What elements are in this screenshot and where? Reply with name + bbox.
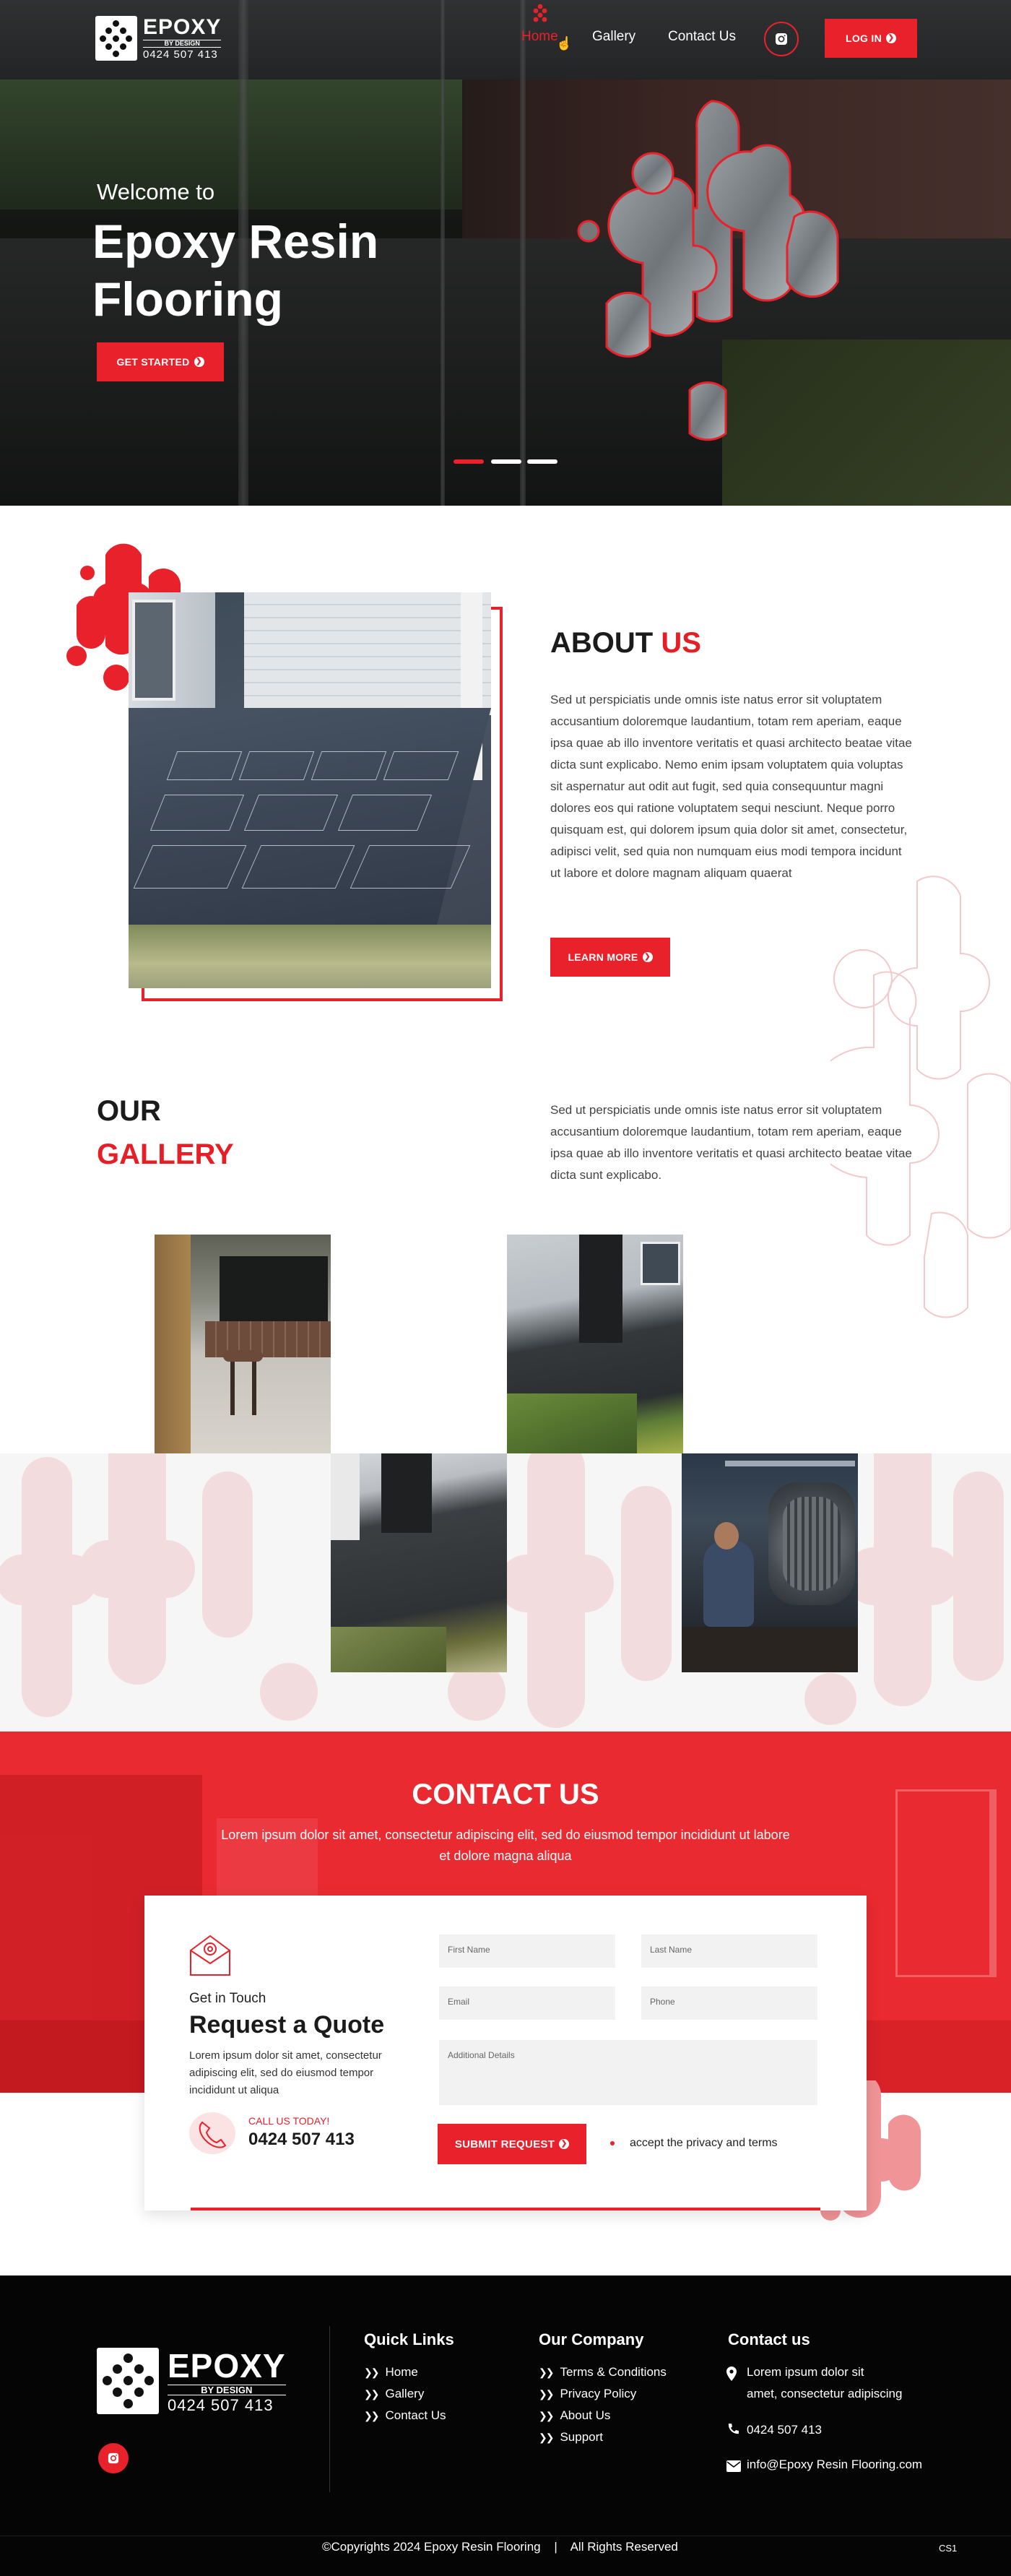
footer-logo[interactable] xyxy=(97,2348,286,2414)
login-button[interactable] xyxy=(825,19,917,58)
brand-name: EPOXY xyxy=(143,15,222,39)
brand-phone: 0424 507 413 xyxy=(143,48,218,61)
company-link-support-label: Support xyxy=(560,2430,604,2444)
quote-phone[interactable]: 0424 507 413 xyxy=(248,2130,355,2149)
company-link-support[interactable]: ❯❯ Support xyxy=(539,2430,604,2444)
envelope-at-icon xyxy=(189,1933,231,1976)
home-active-icon xyxy=(529,3,551,25)
slide-dot-2[interactable] xyxy=(491,459,521,464)
footer-instagram-button[interactable] xyxy=(98,2443,129,2473)
about-title xyxy=(550,627,701,660)
phone-icon xyxy=(189,2112,235,2154)
brand-tagline: BY DESIGN xyxy=(143,40,221,48)
about-title-a: ABOUT xyxy=(550,627,654,659)
gallery-title-b: GALLERY xyxy=(97,1138,234,1170)
company-link-about-label: About Us xyxy=(560,2408,611,2422)
hero-section xyxy=(0,0,1011,506)
phone-field[interactable]: Phone xyxy=(641,1987,817,2020)
privacy-label: accept the privacy and terms xyxy=(630,2137,778,2149)
slide-dot-3[interactable] xyxy=(527,459,557,464)
copyright: ©Copyrights 2024 Epoxy Resin Flooring xyxy=(322,2540,541,2554)
quick-links-title: Quick Links xyxy=(364,2330,454,2348)
contact-title: CONTACT US xyxy=(412,1778,599,1810)
contact-subtitle: Lorem ipsum dolor sit amet, consectetur adipiscing elit, sed do eiusmod tempor incididunt ut labore et dolore magna aliqua xyxy=(221,1828,790,1863)
arrow-right-icon: ❯ xyxy=(643,952,653,962)
get-started-label: GET STARTED xyxy=(116,356,190,368)
quote-desc: Lorem ipsum dolor sit amet, consectetur adipiscing elit, sed do eiusmod tempor incididunt ut aliqua xyxy=(189,2049,382,2096)
brand-logo[interactable] xyxy=(95,16,221,61)
phone-icon-wrap xyxy=(189,2112,235,2154)
quote-card xyxy=(144,1896,867,2210)
quick-link-home-label: Home xyxy=(385,2365,418,2379)
get-in-touch: Get in Touch xyxy=(189,1991,266,2006)
privacy-radio[interactable] xyxy=(608,2139,617,2148)
footer-brand-tagline: BY DESIGN xyxy=(168,2385,286,2395)
company-link-terms[interactable]: ❯❯ Terms & Conditions xyxy=(539,2365,667,2379)
footer-phone[interactable]: 0424 507 413 xyxy=(747,2423,822,2437)
quick-link-home[interactable]: ❯❯ Home xyxy=(364,2365,418,2379)
arrow-right-icon: ❯ xyxy=(559,2139,569,2149)
phone-icon xyxy=(726,2423,739,2436)
hero-welcome: Welcome to xyxy=(97,179,215,204)
about-body: Sed ut perspiciatis unde omnis iste natus error sit voluptatem accusantium doloremque laudantium, totam rem aperiam, eaque ipsa quae ab illo inventore veritatis et quasi architecto beatae vitae dicta sunt explicabo. Nemo enim ipsam voluptatem quia voluptas sit aspernatur aut odit aut fugit, sed quia consequuntur magni dolores eos qui ratione voluptatem sequi nesciunt. Neque porro quisquam est, qui dolorem ipsum quia dolor sit amet, consectetur, adipisci velit, sed quia non numquam eius modi tempora incidunt ut labore et dolore magnam aliquam quaerat xyxy=(550,693,912,880)
footer-brand-name: EPOXY xyxy=(168,2346,286,2385)
footer-divider xyxy=(329,2326,330,2492)
quick-link-gallery[interactable]: ❯❯ Gallery xyxy=(364,2387,425,2400)
footer-address-1: Lorem ipsum dolor sit xyxy=(747,2365,864,2379)
instagram-icon xyxy=(775,33,788,46)
logo-mark-icon xyxy=(95,16,137,61)
gallery-title-a: OUR xyxy=(97,1095,161,1127)
mail-icon xyxy=(726,2460,741,2472)
company-link-privacy-label: Privacy Policy xyxy=(560,2387,637,2400)
footer-address-2: amet, consectetur adipiscing xyxy=(747,2387,903,2400)
gallery-image-1[interactable] xyxy=(155,1235,331,1453)
gallery-body: Sed ut perspiciatis unde omnis iste natus error sit voluptatem accusantium doloremque laudantium, totam rem aperiam, eaque ipsa quae ab illo inventore veritatis et quasi architecto beatae vitae dicta sunt explicabo. xyxy=(550,1103,912,1182)
instagram-button[interactable] xyxy=(764,22,799,56)
location-pin-icon xyxy=(726,2367,737,2381)
nav-gallery[interactable]: Gallery xyxy=(592,29,636,44)
nav-home[interactable]: Home xyxy=(521,29,558,44)
details-field[interactable]: Additional Details xyxy=(439,2040,817,2105)
company-title: Our Company xyxy=(539,2330,644,2348)
quick-link-gallery-label: Gallery xyxy=(385,2387,425,2400)
gallery-image-2[interactable] xyxy=(507,1235,683,1453)
footer-brand-phone: 0424 507 413 xyxy=(168,2395,274,2414)
hero-title-2: Flooring xyxy=(92,272,283,326)
gallery-image-4[interactable] xyxy=(682,1453,858,1672)
copyright-separator: | xyxy=(554,2540,557,2554)
instagram-icon xyxy=(108,2452,119,2464)
copyright-text xyxy=(322,2540,678,2554)
about-photo xyxy=(129,592,491,988)
call-us-label: CALL US TODAY! xyxy=(248,2115,330,2127)
company-link-about[interactable]: ❯❯ About Us xyxy=(539,2408,611,2422)
quick-link-contact[interactable]: ❯❯ Contact Us xyxy=(364,2408,446,2422)
footer-badge: CS1 xyxy=(939,2543,958,2554)
rights: All Rights Reserved xyxy=(570,2540,678,2554)
arrow-right-icon: ❯ xyxy=(886,33,896,43)
footer-email[interactable]: info@Epoxy Resin Flooring.com xyxy=(747,2458,923,2471)
quick-link-contact-label: Contact Us xyxy=(385,2408,446,2422)
login-label: LOG IN xyxy=(845,33,882,44)
first-name-field[interactable]: First Name xyxy=(439,1935,615,1968)
last-name-field[interactable]: Last Name xyxy=(641,1935,817,1968)
nav-contact[interactable]: Contact Us xyxy=(668,29,736,44)
arrow-right-icon: ❯ xyxy=(194,357,204,367)
hero-title-1: Epoxy Resin xyxy=(92,215,379,268)
submit-label: SUBMIT REQUEST xyxy=(454,2138,555,2151)
company-link-privacy[interactable]: ❯❯ Privacy Policy xyxy=(539,2387,637,2400)
site-footer xyxy=(0,2275,1011,2576)
contact-title-footer: Contact us xyxy=(728,2330,810,2348)
email-field[interactable]: Email xyxy=(439,1987,615,2020)
learn-more-button[interactable] xyxy=(550,938,670,977)
submit-request-button[interactable] xyxy=(438,2124,586,2164)
learn-more-label: LEARN MORE xyxy=(568,951,638,963)
logo-mark-icon xyxy=(97,2348,159,2414)
cursor-icon: ☝ xyxy=(556,36,573,51)
hero-bubble-collage xyxy=(563,87,874,470)
get-started-button[interactable] xyxy=(97,342,224,381)
gallery-image-3[interactable] xyxy=(331,1453,507,1672)
request-quote-title: Request a Quote xyxy=(189,2011,385,2039)
company-link-terms-label: Terms & Conditions xyxy=(560,2365,667,2379)
about-title-b: US xyxy=(661,627,701,659)
slide-dot-1[interactable] xyxy=(454,459,484,464)
